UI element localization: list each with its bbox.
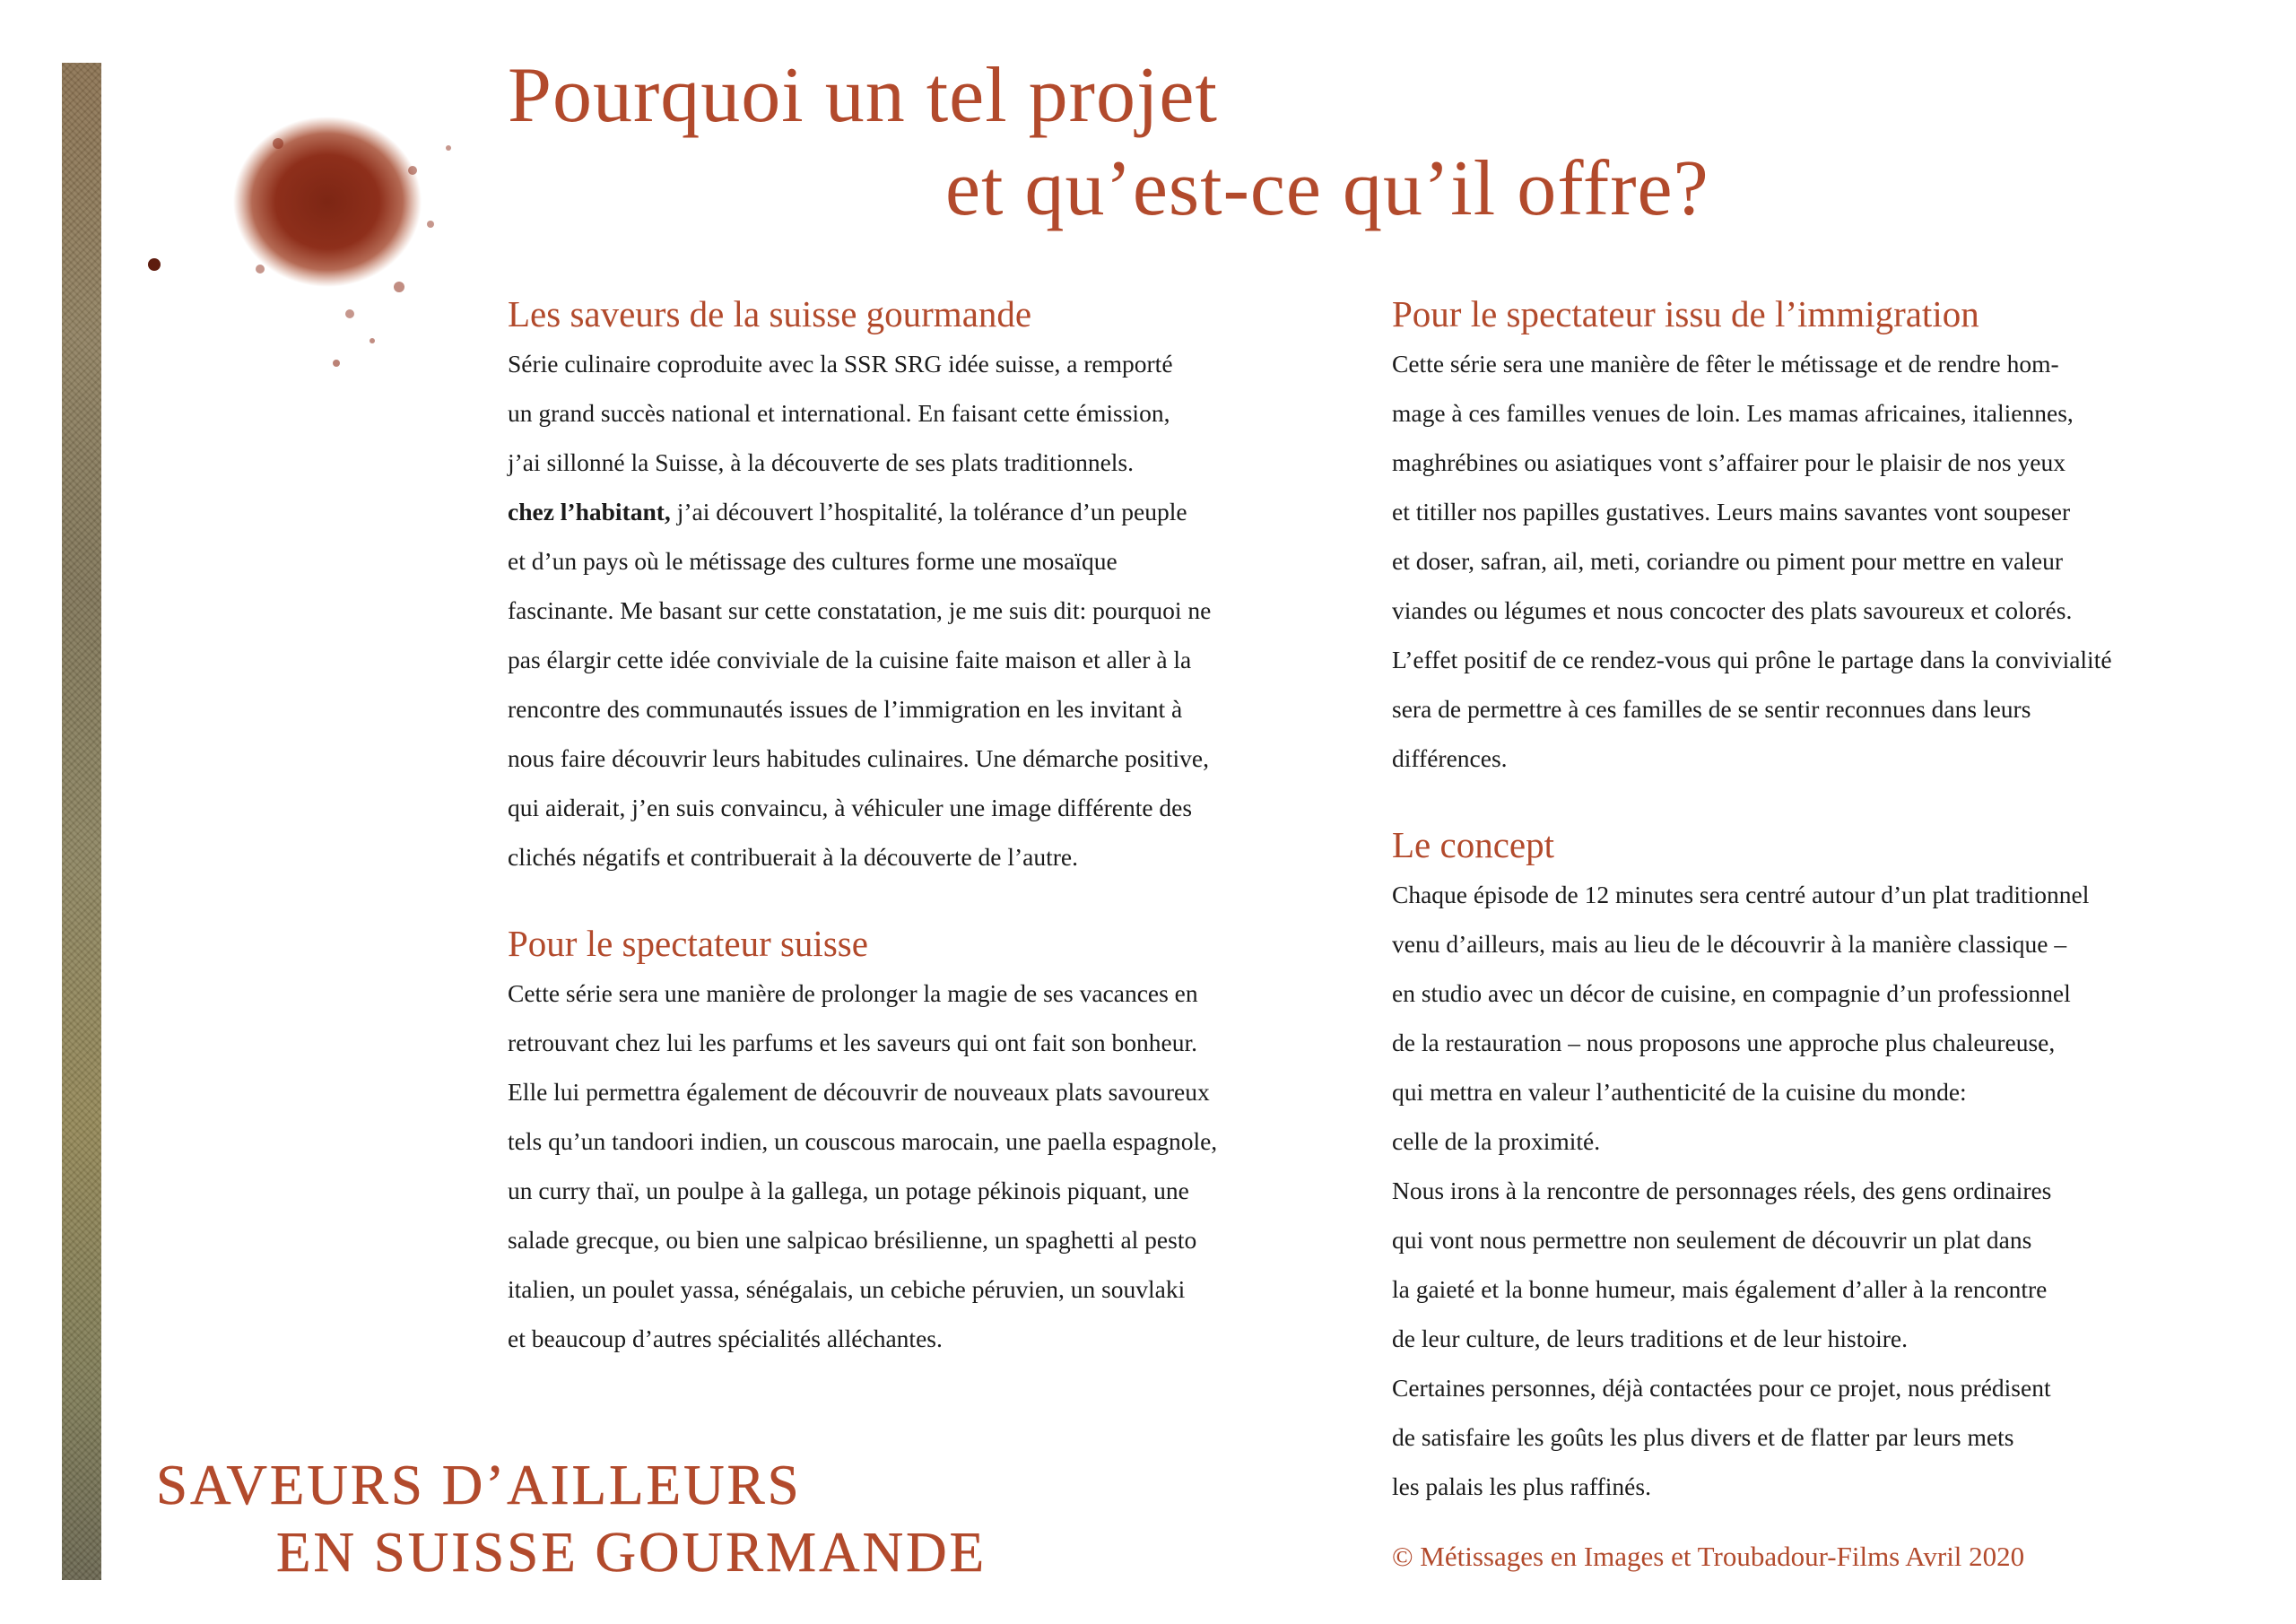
paragraph-line: et doser, safran, ail, meti, coriandre ou piment pour mettre en valeur [1392,547,2063,575]
paragraph-line: Chaque épisode de 12 minutes sera centré autour d’un plat traditionnel [1392,881,2090,908]
brand-title-line-2: EN SUISSE GOURMANDE [276,1521,987,1584]
bold-lead: chez l’habitant, [508,498,671,525]
paragraph-text: j’ai découvert l’hospitalité, la tolérance d’un peuple [670,498,1187,525]
paragraph-line: Certaines personnes, déjà contactées pour ce projet, nous prédisent [1392,1374,2051,1402]
paragraph-line: les palais les plus raffinés. [1392,1472,1651,1500]
paragraph-line: et d’un pays où le métissage des cultures forme une mosaïque [508,547,1118,575]
paragraph-line: qui mettra en valeur l’authenticité de la cuisine du monde: [1392,1078,1967,1106]
decorative-side-strip [62,63,101,1580]
page-title-line-2: et qu’est-ce qu’il offre? [945,145,1709,232]
paragraph-line: italien, un poulet yassa, sénégalais, un cebiche péruvien, un souvlaki [508,1275,1186,1303]
section-heading: Pour le spectateur suisse [508,923,868,964]
section-heading: Pour le spectateur issu de l’immigration [1392,293,1979,334]
paragraph-line: de la restauration – nous proposons une approche plus chaleureuse, [1392,1029,2056,1056]
paragraph-line: pas élargir cette idée conviviale de la cuisine faite maison et aller à la [508,646,1192,673]
copyright-notice: © Métissages en Images et Troubadour-Films Avril 2020 [1392,1541,2025,1572]
paragraph-line: j’ai sillonné la Suisse, à la découverte de ses plats traditionnels. [508,448,1135,476]
paragraph-line: rencontre des communautés issues de l’immigration en les invitant à [508,695,1183,723]
section-saveurs [508,289,1369,881]
paragraph-line: de satisfaire les goûts les plus divers et de flatter par leurs mets [1392,1423,2014,1451]
paragraph-line: maghrébines ou asiatiques vont s’affairer pour le plaisir de nos yeux [1392,448,2066,476]
section-immigration [1392,289,2280,783]
section-concept [1392,820,2280,1511]
paragraph-line: L’effet positif de ce rendez-vous qui prône le partage dans la convivialité [1392,646,2112,673]
paragraph-line: et titiller nos papilles gustatives. Leurs mains savantes vont soupeser [1392,498,2071,525]
paragraph-line: clichés négatifs et contribuerait à la découverte de l’autre. [508,843,1079,871]
paragraph-line: fascinante. Me basant sur cette constatation, je me suis dit: pourquoi ne [508,596,1212,624]
paragraph-line: Cette série sera une manière de fêter le métissage et de rendre hom- [1392,350,2059,378]
paragraph-line [508,487,1369,536]
paragraph-line: Elle lui permettra également de découvrir de nouveaux plats savoureux [508,1078,1210,1106]
section-spectateur-suisse [508,918,1369,1363]
paragraph-line: salade grecque, ou bien une salpicao brésilienne, un spaghetti al pesto [508,1226,1197,1254]
paragraph-line: et beaucoup d’autres spécialités alléchantes. [508,1324,943,1352]
spice-splash-image [144,108,520,395]
paragraph-line: tels qu’un tandoori indien, un couscous marocain, une paella espagnole, [508,1127,1218,1155]
paragraph-line: différences. [1392,744,1508,772]
brand-title-line-1: SAVEURS D’AILLEURS [156,1454,802,1516]
paragraph-line: qui vont nous permettre non seulement de découvrir un plat dans [1392,1226,2032,1254]
page-title-line-1: Pourquoi un tel projet [508,52,1218,139]
left-column [508,289,1369,1363]
paragraph-line: un grand succès national et international. En faisant cette émission, [508,399,1170,427]
paragraph-line: mage à ces familles venues de loin. Les mamas africaines, italiennes, [1392,399,2074,427]
paragraph-line: de leur culture, de leurs traditions et de leur histoire. [1392,1324,1909,1352]
right-column [1392,289,2280,1511]
paragraph-line: viandes ou légumes et nous concocter des plats savoureux et colorés. [1392,596,2073,624]
paragraph-line: la gaieté et la bonne humeur, mais également d’aller à la rencontre [1392,1275,2048,1303]
paragraph-line: nous faire découvrir leurs habitudes culinaires. Une démarche positive, [508,744,1209,772]
paragraph-line: venu d’ailleurs, mais au lieu de le découvrir à la manière classique – [1392,930,2067,958]
paragraph-line: qui aiderait, j’en suis convaincu, à véhiculer une image différente des [508,794,1193,821]
paragraph-line: en studio avec un décor de cuisine, en compagnie d’un professionnel [1392,979,2071,1007]
paragraph-line: retrouvant chez lui les parfums et les saveurs qui ont fait son bonheur. [508,1029,1198,1056]
paragraph-line: sera de permettre à ces familles de se sentir reconnues dans leurs [1392,695,2031,723]
paragraph-line: un curry thaï, un poulpe à la gallega, un potage pékinois piquant, une [508,1177,1189,1204]
paragraph-line: celle de la proximité. [1392,1127,1601,1155]
section-heading: Le concept [1392,824,1554,865]
paragraph-line: Nous irons à la rencontre de personnages réels, des gens ordinaires [1392,1177,2052,1204]
paragraph-line: Série culinaire coproduite avec la SSR SRG idée suisse, a remporté [508,350,1173,378]
section-heading: Les saveurs de la suisse gourmande [508,293,1032,334]
paragraph-line: Cette série sera une manière de prolonger la magie de ses vacances en [508,979,1198,1007]
